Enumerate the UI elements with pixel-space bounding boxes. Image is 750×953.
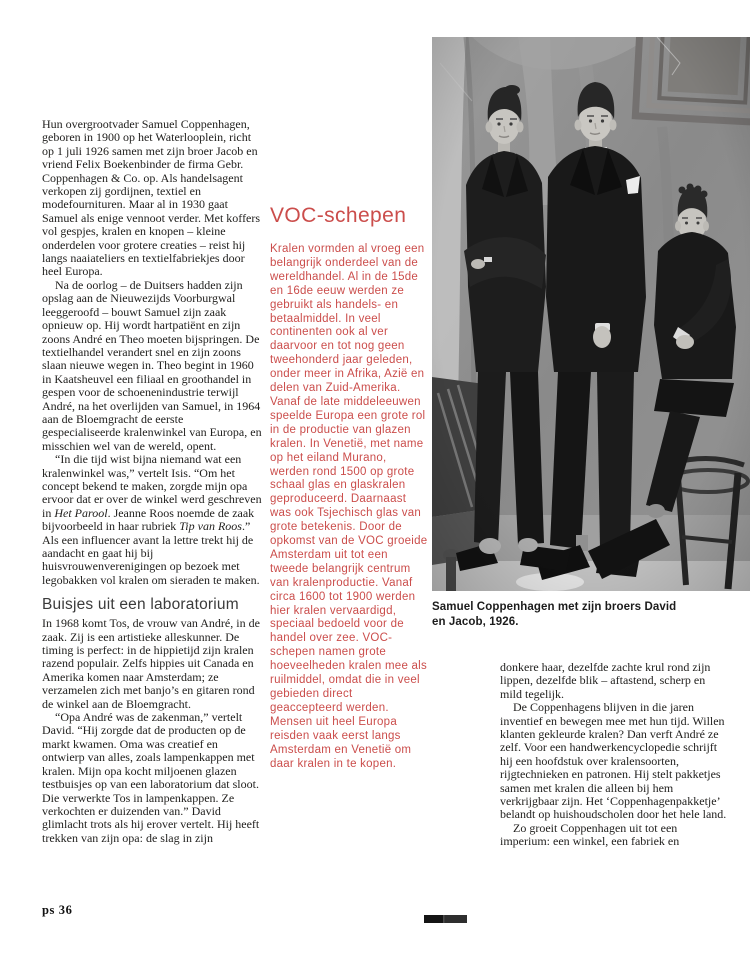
photo-illustration [432, 37, 750, 591]
paragraph: Hun overgrootvader Samuel Coppenhagen, geboren in 1900 op het Waterlooplein, richt op 1 juli 1926 samen met zijn broer Jacob en vriend Felix Boekenbinder de firma Gebr. Coppenhagen & Co. op. Als handelsagent verkopen zij gordijnen, textiel en modefournituren. Maar al in 1930 gaat Samuel als enige vennoot verder. Met koffers vol gespjes, kralen en knopen – kleine onderdelen voor grotere creaties – reist hij langs naaiateliers en textielfabriekjes door heel Europa. [42, 117, 261, 279]
italic-column-name: Tip van Roos [179, 519, 242, 534]
page-number: ps 36 [42, 903, 73, 917]
paragraph: In 1968 komt Tos, de vrouw van André, in de zaak. Zij is een artistieke alleskunner. De timing is perfect: in de hippietijd zijn kralen razend populair. Zelfs hippies uit Canada en Amerika komen naar Amsterdam; ze verzamelen zich met banjo’s en gitaren rond de winkel aan de Bloemgracht. [42, 616, 260, 711]
sidebar-paragraph: Vanaf de late middeleeuwen speelde Europa een grote rol in de productie van glazen kralen. In Venetië, met name op het eiland Murano, werden rond 1500 op grote schaal glas en glaskralen geproduceerd. Daarnaast was ook Tsjechisch glas van grote betekenis. Door de opkomst van de VOC groeide Amsterdam uit tot een tweede belangrijk centrum van kralenproductie. Vanaf circa 1600 tot 1900 werden hier kralen vervaardigd, speciaal bedoeld voor de handel over zee. VOC-schepen namen grote hoeveelheden kralen mee als ruilmiddel, omdat die in veel gebieden direct geaccepteerd werden. Mensen uit heel Europa reisden vaak eerst langs Amsterdam en Venetië om daar kralen in te kopen. [270, 395, 428, 770]
article-column-left [42, 118, 263, 845]
article-column-right [500, 661, 727, 849]
paragraph: Na de oorlog – de Duitsers hadden zijn opslag aan de Nieuwezijds Voorburgwal leeggeroofd – bouwt Samuel zijn zaak opnieuw op. Hij wordt hartpatiënt en zijn zoons André en Theo moeten bijspringen. De textielhandel verandert snel en zijn zoons slaan nieuwe wegen in. Theo begint in 1960 in Kaatsheuvel een filiaal en groothandel in gespen voor de schoenenindustrie terwijl André, na het overlijden van Samuel, in 1964 aan de Bloemgracht de eerste gespecialiseerde kralenwinkel van Europa, en misschien wel van de wereld, opent. [42, 277, 262, 453]
photo-samuel-brothers [432, 37, 750, 591]
italic-publication: Het Parool [54, 505, 108, 520]
paragraph: “Opa André was de zakenman,” vertelt David. “Hij zorgde dat de producten op de markt kwamen. Oma was creatief en ontwierp van alles, zoals lampenkappen met kralen. Mijn opa kocht miljoenen glazen testbuisjes op van een laboratorium dat sloot. Die verwerkte Tos in lampenkappen. Ze verkochten er duizenden van.” David glimlacht trots als hij erover vertelt. Hij heeft trekken van zijn opa: de slag in zijn [42, 710, 260, 845]
paragraph: Zo groeit Coppenhagen uit tot een imperium: een winkel, een fabriek en [500, 820, 680, 849]
paragraph: donkere haar, dezelfde zachte krul rond zijn lippen, dezelfde blik – aftastend, scherp en mild tegelijk. [500, 660, 711, 701]
section-subheading: Buisjes uit een laboratorium [42, 596, 239, 614]
photo-caption: Samuel Coppenhagen met zijn broers David en Jacob, 1926. [432, 601, 677, 628]
paragraph: “In die tijd wist bijna niemand wat een kralenwinkel was,” vertelt Isis. “Om het concept bekend te maken, zorgde mijn opa ervoor dat er over de winkel werd geschreven in Het Parool. Jeanne Roos noemde de zaak bijvoorbeeld in haar rubriek Tip van Roos.” Als een influencer avant la lettre trekt hij de aandacht en gaat hij bij huisvrouwenverenigingen op bezoek met legobakken vol kralen om sieraden te maken. [42, 452, 262, 587]
paragraph: De Coppenhagens blijven in die jaren inventief en bewegen mee met hun tijd. Willen klanten gekleurde kralen? Dan verft André ze zelf. Voor een handwerkencyclopedie schrijft hij een hoofdstuk over kralensoorten, rijgtechnieken en patronen. Hij stelt pakketjes samen met kralen die alleen bij hem verkrijgbaar zijn. Het ‘Coppenhagenpakketje’ belandt op huishoudscholen door het hele land. [500, 700, 727, 822]
sidebar-title: VOC-schepen [270, 204, 407, 227]
page-marker-bar [424, 915, 467, 923]
sidebar-voc-schepen [270, 204, 428, 771]
sidebar-paragraph: Kralen vormden al vroeg een belangrijk onderdeel van de wereldhandel. Al in de 15de en 16de eeuw werden ze gebruikt als handels- en betaalmiddel. In veel continenten ook al ver daarvoor en tot nog geen tweehonderd jaar geleden, onder meer in Afrika, Azië en delen van Zuid-Amerika. [270, 243, 425, 395]
